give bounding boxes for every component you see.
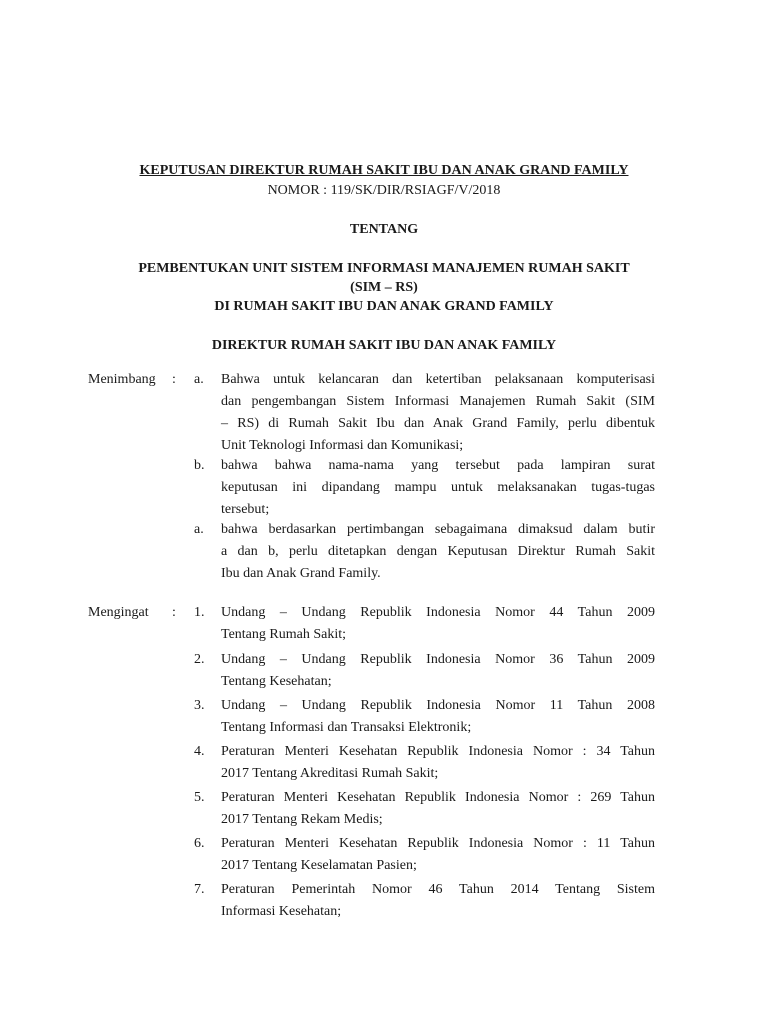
menimbang-item-b	[221, 455, 655, 521]
mengingat-marker-2: 2.	[194, 652, 205, 667]
mengingat-item-3	[221, 695, 655, 739]
text-line: 2017 Tentang Keselamatan Pasien;	[221, 858, 417, 873]
text-line: a dan b, perlu ditetapkan dengan Keputusan Direktur Rumah Sakit	[221, 544, 655, 559]
text-line: Peraturan Menteri Kesehatan Republik Indonesia Nomor : 269 Tahun	[221, 790, 655, 805]
menimbang-marker-b: b.	[194, 458, 205, 473]
text-line: Undang – Undang Republik Indonesia Nomor 11 Tahun 2008	[221, 698, 655, 713]
issuer-heading: DIREKTUR RUMAH SAKIT IBU DAN ANAK FAMILY	[211, 338, 557, 353]
about-heading: TENTANG	[349, 222, 419, 237]
text-line: bahwa bahwa nama-nama yang tersebut pada lampiran surat	[221, 458, 655, 473]
text-line: Ibu dan Anak Grand Family.	[221, 566, 381, 581]
menimbang-marker-c: a.	[194, 522, 204, 537]
text-line: keputusan ini dipandang mampu untuk melaksanakan tugas-tugas	[221, 480, 655, 495]
menimbang-colon: :	[172, 372, 176, 387]
text-line: dan pengembangan Sistem Informasi Manajemen Rumah Sakit (SIM	[221, 394, 655, 409]
mengingat-marker-4: 4.	[194, 744, 205, 759]
menimbang-label: Menimbang	[88, 372, 156, 387]
text-line: Bahwa untuk kelancaran dan ketertiban pelaksanaan komputerisasi	[221, 372, 655, 387]
menimbang-item-c	[221, 519, 655, 585]
text-line: Peraturan Menteri Kesehatan Republik Indonesia Nomor : 11 Tahun	[221, 836, 655, 851]
mengingat-marker-5: 5.	[194, 790, 205, 805]
text-line: Informasi Kesehatan;	[221, 904, 342, 919]
mengingat-marker-6: 6.	[194, 836, 205, 851]
text-line: Tentang Kesehatan;	[221, 674, 332, 689]
mengingat-item-1	[221, 602, 655, 646]
mengingat-marker-7: 7.	[194, 882, 205, 897]
mengingat-item-4	[221, 741, 655, 785]
text-line: Peraturan Menteri Kesehatan Republik Indonesia Nomor : 34 Tahun	[221, 744, 655, 759]
text-line: Peraturan Pemerintah Nomor 46 Tahun 2014 Tentang Sistem	[221, 882, 655, 897]
mengingat-item-7	[221, 879, 655, 923]
mengingat-item-5	[221, 787, 655, 831]
text-line: Unit Teknologi Informasi dan Komunikasi;	[221, 438, 464, 453]
text-line: Undang – Undang Republik Indonesia Nomor 36 Tahun 2009	[221, 652, 655, 667]
mengingat-item-6	[221, 833, 655, 877]
mengingat-marker-1: 1.	[194, 605, 205, 620]
subject-line-2: (SIM – RS)	[350, 280, 418, 295]
text-line: – RS) di Rumah Sakit Ibu dan Anak Grand Family, perlu dibentuk	[221, 416, 655, 431]
document-title: KEPUTUSAN DIREKTUR RUMAH SAKIT IBU DAN ANAK GRAND FAMILY	[139, 163, 629, 178]
text-line: bahwa berdasarkan pertimbangan sebagaimana dimaksud dalam butir	[221, 522, 655, 537]
text-line: 2017 Tentang Rekam Medis;	[221, 812, 383, 827]
menimbang-item-a	[221, 369, 655, 457]
text-line: Tentang Informasi dan Transaksi Elektronik;	[221, 720, 472, 735]
menimbang-marker-a: a.	[194, 372, 204, 387]
text-line: Tentang Rumah Sakit;	[221, 627, 347, 642]
document-number: NOMOR : 119/SK/DIR/RSIAGF/V/2018	[267, 183, 501, 198]
text-line: 2017 Tentang Akreditasi Rumah Sakit;	[221, 766, 439, 781]
subject-line-1: PEMBENTUKAN UNIT SISTEM INFORMASI MANAJEMEN RUMAH SAKIT	[138, 261, 630, 276]
mengingat-item-2	[221, 649, 655, 693]
text-line: tersebut;	[221, 502, 270, 517]
mengingat-marker-3: 3.	[194, 698, 205, 713]
text-line: Undang – Undang Republik Indonesia Nomor 44 Tahun 2009	[221, 605, 655, 620]
mengingat-colon: :	[172, 605, 176, 620]
mengingat-label: Mengingat	[88, 605, 149, 620]
subject-line-3: DI RUMAH SAKIT IBU DAN ANAK GRAND FAMILY	[214, 299, 554, 314]
